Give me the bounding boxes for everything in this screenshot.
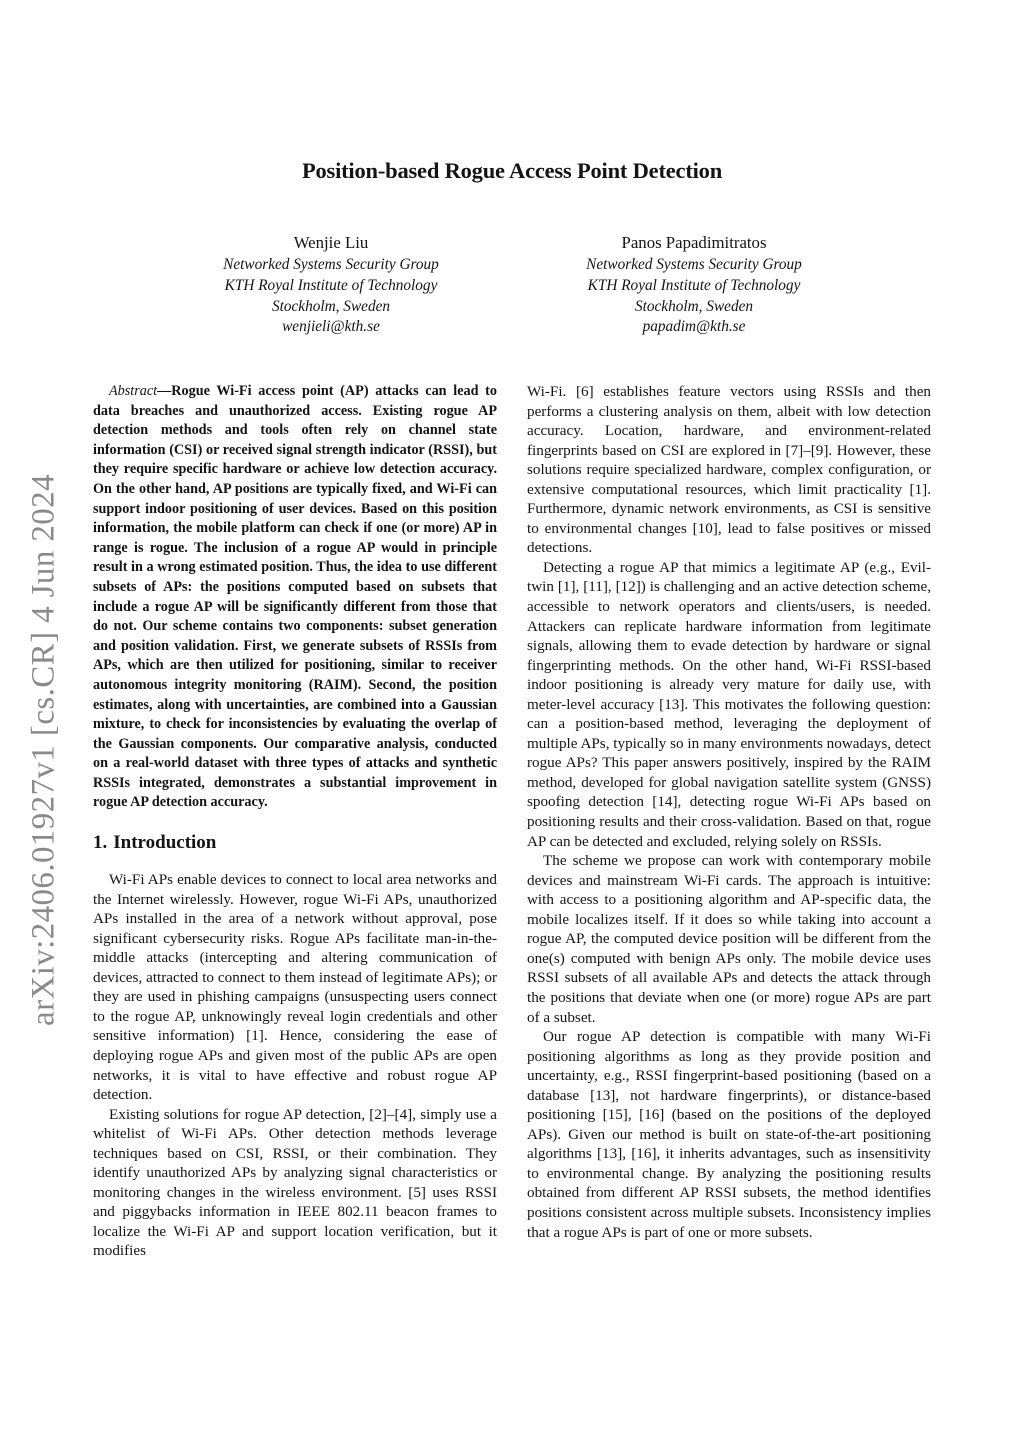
abstract-text: Rogue Wi-Fi access point (AP) attacks can lead to data breaches and unauthorized access. Existing rogue AP detection methods and tools often rely on channel state information (CSI) or received signal strength indicator (RSSI), but they require specific hardware or achieve low detection accuracy. On the other hand, AP positions are typically fixed, and Wi-Fi can support indoor positioning of user devices. Based on this position information, the mobile platform can check if one (or more) AP in range is rogue. The inclusion of a rogue AP would in principle result in a wrong estimated position. Thus, the idea to use different subsets of APs: the positions computed based on subsets that include a rogue AP will be significantly different from those that do not. Our scheme contains two components: subset generation and position validation. First, we generate subsets of RSSIs from APs, which are then utilized for positioning, similar to receiver autonomous integrity monitoring (RAIM). Second, the position estimates, along with uncertainties, are combined into a Gaussian mixture, to check for inconsistencies by evaluating the overlap of the Gaussian components. Our comparative analysis, conducted on a real-world dataset with three types of attacks and synthetic RSSIs integrated, demonstrates a substantial improvement in rogue AP detection accuracy. [93,383,497,811]
author-block-2 [494,231,894,338]
arxiv-identifier: arXiv:2406.01927v1 [cs.CR] 4 Jun 2024 [25,474,62,1026]
author-location: Stockholm, Sweden [271,297,391,315]
paragraph: Wi-Fi. [6] establishes feature vectors using RSSIs and then performs a clustering analysis on them, albeit with low detection accuracy. Location, hardware, and environment-related fingerprints based on CSI are explored in [7]–[9]. However, these solutions require specialized hardware, complex configuration, or extensive computational resources, which limit practicality [1]. Furthermore, dynamic network environments, as CSI is sensitive to environmental changes [10], lead to false positives or missed detections. [527,383,931,557]
section-title: Introduction [113,832,217,854]
author-name: Panos Papadimitratos [621,233,767,252]
author-block-1 [131,231,531,338]
paper-title: Position-based Rogue Access Point Detection [301,158,723,183]
paragraph: Detecting a rogue AP that mimics a legitimate AP (e.g., Evil-twin [1], [11], [12]) is challenging and an active detection scheme, accessible to network operators and clients/users, is needed. Attackers can replicate hardware information from legitimate signals, allowing them to evade detection by hardware or signal fingerprinting methods. On the other hand, Wi-Fi RSSI-based indoor positioning is already very mature for daily use, with meter-level accuracy [13]. This motivates the following question: can a position-based method, leveraging the deployment of multiple APs, typically so in many environments nowadays, detect rogue APs? This paper answers positively, inspired by the RAIM method, developed for global navigation satellite system (GNSS) spoofing detection [14], detecting rogue Wi-Fi APs based on positioning results and their cross-validation. Based on that, rogue AP can be detected and excluded, relying solely on RSSIs. [527,558,931,850]
author-email: papadim@kth.se [642,318,746,336]
author-institution: KTH Royal Institute of Technology [587,276,801,294]
author-location: Stockholm, Sweden [634,297,754,315]
paragraph: Our rogue AP detection is compatible with many Wi-Fi positioning algorithms as long as they provide position and uncertainty, e.g., RSSI fingerprint-based positioning (based on a database [13], not hardware fingerprints), or distance-based positioning [15], [16] (based on the positions of the deployed APs). Given our method is built on state-of-the-art positioning algorithms [13], [16], it inherits advantages, such as insensitivity to environmental change. By analyzing the positioning results obtained from different AP RSSI subsets, the method identifies positions consistent across multiple subsets. Inconsistency implies that a rogue APs is part of one or more subsets. [527,1028,931,1241]
author-group: Networked Systems Security Group [223,256,439,273]
author-name: Wenjie Liu [293,233,369,252]
paragraph: Existing solutions for rogue AP detection, [2]–[4], simply use a whitelist of Wi-Fi APs. Other detection methods leverage techniques based on CSI, RSSI, or their combination. They identify unauthorized APs by analyzing signal characteristics or monitoring changes in the wireless environment. [5] uses RSSI and piggybacks information in IEEE 802.11 beacon frames to localize the Wi-Fi AP and support location verification, but it modifies [93,1105,497,1260]
paragraph: The scheme we propose can work with contemporary mobile devices and mainstream Wi-Fi cards. The approach is intuitive: with access to a positioning algorithm and AP-specific data, the mobile localizes itself. If it does so while taking into account a rogue AP, the computed device position will be different from the one(s) computed with benign APs only. The mobile device uses RSSI subsets of all available APs and detects the attack through the positions that deviate when one (or more) rogue APs are part of a subset. [527,852,931,1026]
paragraph: Wi-Fi APs enable devices to connect to local area networks and the Internet wirelessly. However, rogue Wi-Fi APs, unauthorized APs installed in the area of a network without approval, pose significant cybersecurity risks. Rogue APs facilitate man-in-the-middle attacks (intercepting and altering communication of devices, attracted to connect to them instead of legitimate APs); or they are used in phishing campaigns (unsuspecting users connect to the rogue AP, unknowingly reveal login credentials and other sensitive information) [1]. Hence, considering the ease of deploying rogue APs and given most of the public APs are open networks, it is vital to have effective and robust rogue AP detection. [93,871,497,1104]
author-email: wenjieli@kth.se [282,318,380,336]
abstract-label: Abstract [109,383,158,399]
abstract-dash: — [157,383,172,399]
left-column [93,382,497,1261]
author-institution: KTH Royal Institute of Technology [224,276,438,294]
abstract [93,382,497,813]
section-number: 1. [93,832,108,854]
author-group: Networked Systems Security Group [586,256,802,273]
right-column [527,382,931,1242]
section-heading [93,832,497,854]
